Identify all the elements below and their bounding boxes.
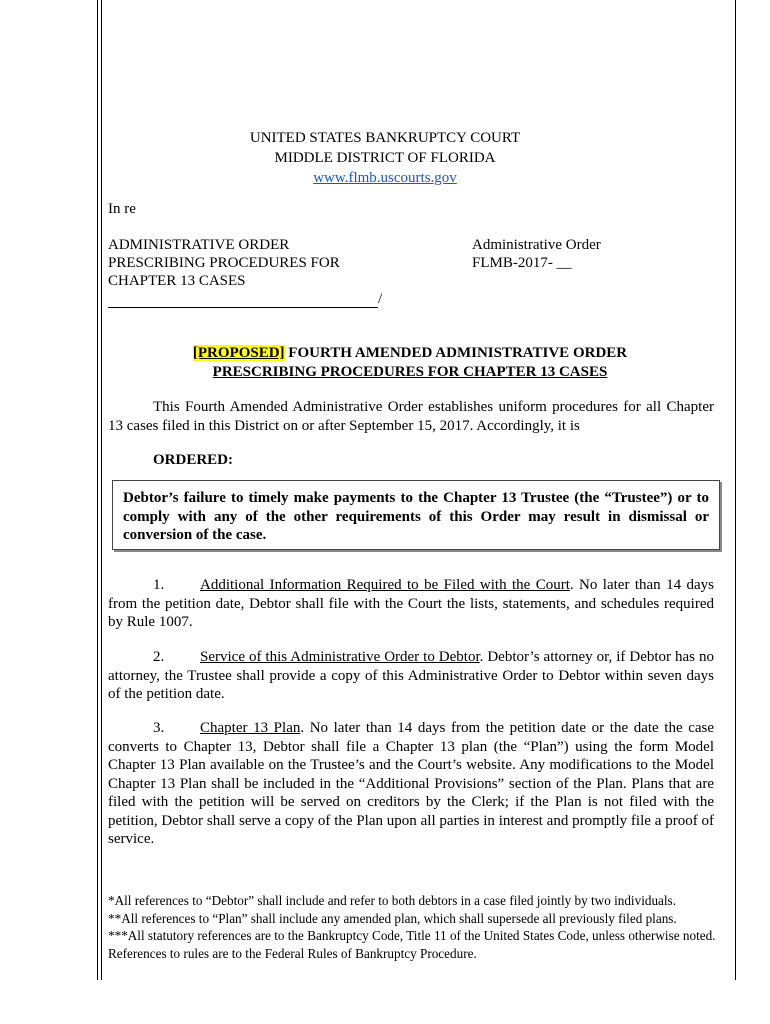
case-caption-right <box>472 236 601 272</box>
footnotes <box>108 892 720 962</box>
court-name: UNITED STATES BANKRUPTCY COURT <box>249 130 521 146</box>
intro-paragraph: This Fourth Amended Administrative Order establishes uniform procedures for all Chapter 13 cases filed in this District on or after September 15, 2017. Accordingly, it is <box>108 399 714 434</box>
document-title <box>0 344 770 382</box>
footnote-3: ***All statutory references are to the Bankruptcy Code, Title 11 of the United States Code, unless otherwise noted. References to rules are to the Federal Rules of Bankruptcy Procedure. <box>108 928 716 961</box>
paragraph-3-number: 3. <box>153 720 165 736</box>
paragraph-3-heading: Chapter 13 Plan <box>200 720 301 736</box>
paragraph-1-text: . No later than 14 days from the petition date, Debtor shall file with the Court the lists, statements, and schedules required by Rule 1007. <box>108 577 714 630</box>
paragraph-1-heading: Additional Information Required to be Filed with the Court <box>200 577 570 593</box>
caption-line-1: ADMINISTRATIVE ORDER <box>108 237 290 253</box>
footnote-1: *All references to “Debtor” shall include and refer to both debtors in a case filed jointly by two individuals. <box>108 893 676 908</box>
caption-line-3: CHAPTER 13 CASES <box>108 273 246 289</box>
paragraph-3 <box>108 719 714 849</box>
paragraph-2 <box>108 648 714 704</box>
caption-line-2: PRESCRIBING PROCEDURES FOR <box>108 255 340 271</box>
paragraph-2-text: . Debtor’s attorney or, if Debtor has no attorney, the Trustee shall provide a copy of this Administrative Order to Debtor within seven days of the petition date. <box>108 649 714 702</box>
title-line-1: FOURTH AMENDED ADMINISTRATIVE ORDER <box>284 345 628 361</box>
proposed-tag: [PROPOSED] <box>192 345 285 361</box>
title-line-2: PRESCRIBING PROCEDURES FOR CHAPTER 13 CASES <box>212 364 608 380</box>
paragraph-1 <box>108 576 714 632</box>
ordered-heading: ORDERED: <box>153 452 234 468</box>
order-number: FLMB-2017- __ <box>472 255 572 271</box>
court-website-link[interactable]: www.flmb.uscourts.gov <box>313 170 457 186</box>
warning-box: Debtor’s failure to timely make payments to the Chapter 13 Trustee (the “Trustee”) or to comply with any of the other requirements of this Order may result in dismissal or conversion of the case. <box>112 480 720 550</box>
in-re-label: In re <box>108 201 136 217</box>
paragraph-2-number: 2. <box>153 649 165 665</box>
caption-line-end: / <box>378 291 383 307</box>
case-caption-left <box>108 236 382 308</box>
paragraph-3-text: . No later than 14 days from the petition date or the date the case converts to Chapter 13, Debtor shall file a Chapter 13 plan (the “Plan”) using the form Model Chapter 13 Plan available on the Trustee’s and the Court’s website. Any modifications to the Model Chapter 13 Plan shall be included in the “Additional Provisions” section of the Plan. Plans that are filed with the petition will be served on creditors by the Clerk; if the Plan is not filed with the petition, Debtor shall serve a copy of the Plan upon all parties in interest and promptly file a proof of service. <box>108 720 715 847</box>
paragraph-1-number: 1. <box>153 577 165 593</box>
court-district: MIDDLE DISTRICT OF FLORIDA <box>274 150 496 166</box>
order-type-label: Administrative Order <box>472 237 601 253</box>
footnote-2: **All references to “Plan” shall include any amended plan, which shall supersede all previously filed plans. <box>108 910 677 926</box>
caption-underline <box>108 293 378 308</box>
court-heading <box>0 128 770 188</box>
paragraph-2-heading: Service of this Administrative Order to Debtor <box>200 649 480 665</box>
